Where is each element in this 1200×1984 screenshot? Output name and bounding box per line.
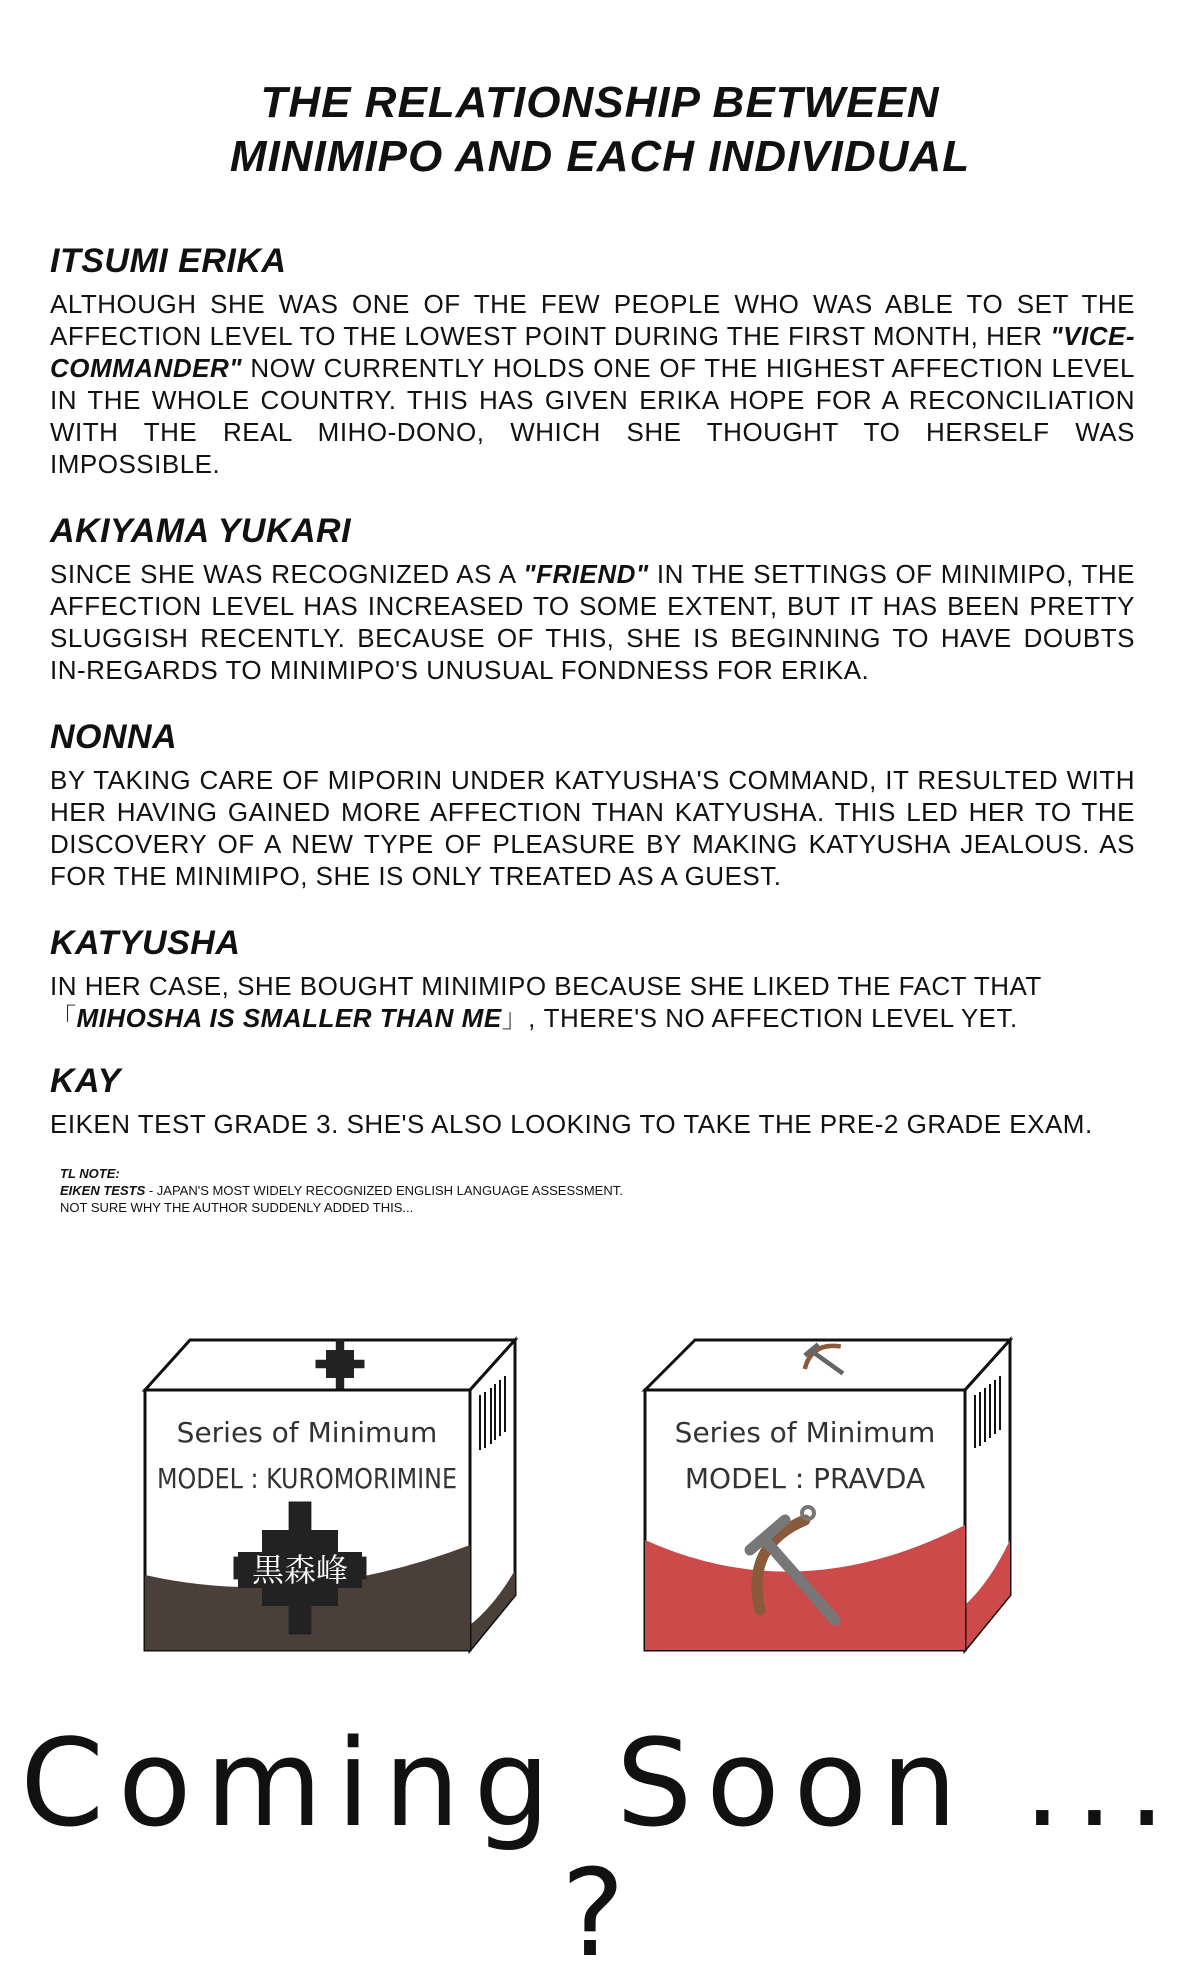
- tl-note: [60, 1165, 623, 1216]
- section-nonna: [50, 718, 1135, 892]
- emphasis: "VICE-COMMANDER": [50, 321, 1135, 383]
- section-heading: NONNA: [50, 718, 178, 756]
- section-body: EIKEN TEST GRADE 3. SHE'S ALSO LOOKING TO TAKE THE PRE-2 GRADE EXAM.: [50, 1109, 1093, 1139]
- emphasis: MIHOSHA IS SMALLER THAN ME: [76, 1003, 502, 1033]
- emphasis: "FRIEND": [523, 559, 649, 589]
- box-model-label: MODEL : PRAVDA: [684, 1462, 926, 1495]
- section-katyusha: [50, 924, 1135, 1034]
- tl-note-line-2: NOT SURE WHY THE AUTHOR SUDDENLY ADDED THIS...: [60, 1200, 414, 1215]
- product-boxes-illustration: [0, 1320, 1200, 1680]
- box-series-label: Series of Minimum: [674, 1416, 936, 1449]
- section-heading: AKIYAMA YUKARI: [50, 512, 352, 550]
- page-title: [0, 76, 1200, 184]
- section-body: ALTHOUGH SHE WAS ONE OF THE FEW PEOPLE WHO WAS ABLE TO SET THE AFFECTION LEVEL TO THE LOWEST POINT DURING THE FIRST MONTH, HER "VICE-COMMANDER" NOW CURRENTLY HOLDS ONE OF THE HIGHEST AFFECTION LEVEL IN THE WHOLE COUNTRY. THIS HAS GIVEN ERIKA HOPE FOR A RECONCILIATION WITH THE REAL MIHO-DONO, WHICH SHE THOUGHT TO HERSELF WAS IMPOSSIBLE.: [50, 289, 1135, 479]
- box-kuromorimine: [145, 1340, 515, 1651]
- box-emblem-text: 黒森峰: [251, 1551, 349, 1589]
- title-line-1: THE RELATIONSHIP BETWEEN: [260, 78, 940, 127]
- section-body: SINCE SHE WAS RECOGNIZED AS A "FRIEND" IN THE SETTINGS OF MINIMIPO, THE AFFECTION LEVEL HAS INCREASED TO SOME EXTENT, BUT IT HAS BEEN PRETTY SLUGGISH RECENTLY. BECAUSE OF THIS, SHE IS BEGINNING TO HAVE DOUBTS IN-REGARDS TO MINIMIPO'S UNUSUAL FONDNESS FOR ERIKA.: [50, 559, 1135, 685]
- section-heading: ITSUMI ERIKA: [50, 242, 287, 280]
- box-model-label: MODEL : KUROMORIMINE: [157, 1462, 457, 1495]
- section-kay: [50, 1062, 1135, 1140]
- tl-note-heading: TL NOTE:: [60, 1166, 120, 1181]
- box-series-label: Series of Minimum: [176, 1416, 438, 1449]
- section-itsumi-erika: [50, 242, 1135, 480]
- box-pravda: [645, 1340, 1010, 1650]
- section-body: BY TAKING CARE OF MIPORIN UNDER KATYUSHA'S COMMAND, IT RESULTED WITH HER HAVING GAINED MORE AFFECTION THAN KATYUSHA. THIS LED HER TO THE DISCOVERY OF A NEW TYPE OF PLEASURE BY MAKING KATYUSHA JEALOUS. AS FOR THE MINIMIPO, SHE IS ONLY TREATED AS A GUEST.: [50, 765, 1135, 891]
- title-line-2: MINIMIPO AND EACH INDIVIDUAL: [229, 132, 971, 181]
- coming-soon-text: Coming Soon ... ?: [20, 1715, 1180, 1984]
- section-heading: KAY: [50, 1062, 121, 1100]
- section-akiyama-yukari: [50, 512, 1135, 686]
- tl-note-line-1: EIKEN TESTS - JAPAN'S MOST WIDELY RECOGNIZED ENGLISH LANGUAGE ASSESSMENT.: [60, 1183, 623, 1198]
- section-heading: KATYUSHA: [50, 924, 241, 962]
- section-body: IN HER CASE, SHE BOUGHT MINIMIPO BECAUSE SHE LIKED THE FACT THAT 「MIHOSHA IS SMALLER THAN ME」, THERE'S NO AFFECTION LEVEL YET.: [50, 971, 1042, 1033]
